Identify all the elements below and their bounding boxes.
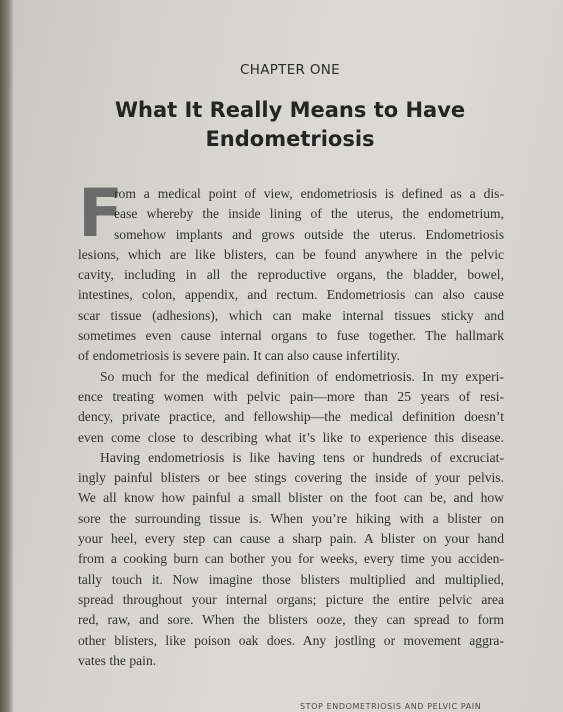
text-line: ence treating women with pelvic pain—more than 25 years of resi- [78,388,504,404]
text-line: other blisters, like poison oak does. Any jostling or movement aggra- [78,632,504,648]
text-line: sore the surrounding tissue is. When you’re hiking with a blister on [78,510,504,526]
text-line: ingly painful blisters or bee stings covering the inside of your pelvis. [78,470,504,486]
text-line: intestines, colon, appendix, and rectum. Endometriosis can also cause [78,287,504,303]
text-line: your heel, every step can cause a sharp pain. A blister on your hand [78,531,504,547]
text-line: We all know how painful a small blister on the foot can be, and how [78,490,504,506]
text-line: dency, private practice, and fellowship—the medical definition doesn’t [78,409,504,425]
drop-cap: F [78,175,124,252]
paragraph-1 [78,175,504,367]
text-line: So much for the medical definition of endometriosis. In my experi- [100,368,504,384]
text-line: red, raw, and sore. When the blisters ooze, they can spread to form [78,612,504,628]
text-line: tally touch it. Now imagine those blisters multiplied and multiplied, [78,571,504,587]
text-line: Having endometriosis is like having tens or hundreds of excruciat- [100,449,504,465]
paragraph-2 [78,367,504,448]
text-line: from a cooking burn can bother you for weeks, every time you acciden- [78,551,504,567]
running-footer: STOP ENDOMETRIOSIS AND PELVIC PAIN [300,702,482,711]
text-line: somehow implants and grows outside the uterus. Endometriosis [114,226,504,242]
text-line: cavity, including in all the reproductive organs, the bladder, bowel, [78,267,504,283]
paragraph-3 [78,448,504,671]
chapter-label: CHAPTER ONE [240,62,340,78]
text-line: sometimes even cause internal organs to fuse together. The hallmark [78,328,504,344]
text-line: even come close to describing what it’s like to experience this disease. [78,429,504,445]
chapter-title [0,96,563,154]
text-line: of endometriosis is severe pain. It can also cause infertility. [78,348,400,364]
text-line: ease whereby the inside lining of the uterus, the endometrium, [114,206,504,222]
text-line: spread throughout your internal organs; picture the entire pelvic area [78,591,504,607]
text-line: scar tissue (adhesions), which can make internal tissues sticky and [78,307,504,323]
chapter-title-line-1: What It Really Means to Have [114,98,466,122]
text-line: vates the pain. [78,652,157,668]
text-line: lesions, which are like blisters, can be found anywhere in the pelvic [78,246,504,262]
chapter-title-line-2: Endometriosis [205,127,375,151]
text-line: rom a medical point of view, endometriosis is defined as a dis- [114,186,504,201]
body-text [78,175,504,671]
